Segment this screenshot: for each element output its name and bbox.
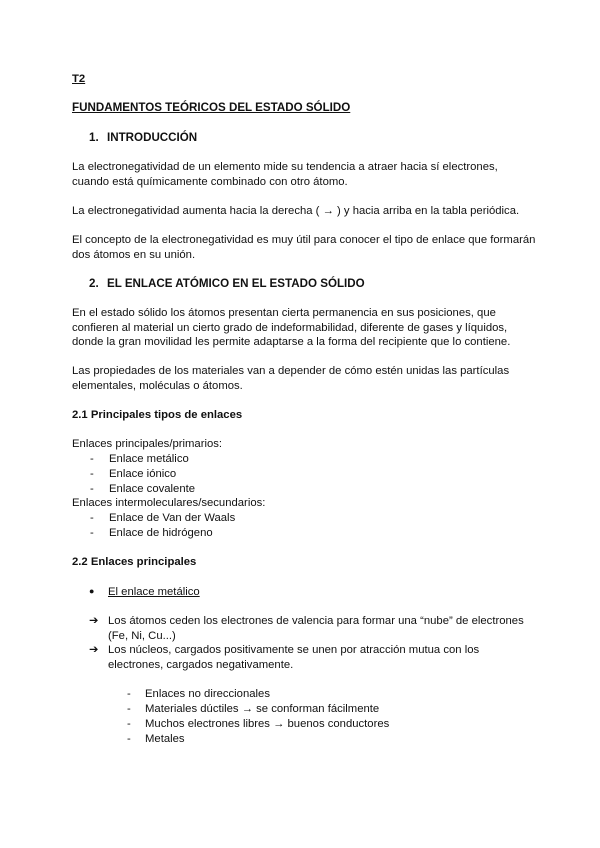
dash-marker: - (127, 688, 131, 700)
subsection-2-1-heading: 2.1 Principales tipos de enlaces (72, 409, 243, 421)
section-2-heading (89, 277, 365, 292)
dash-marker: - (127, 718, 131, 730)
bullet-dot-icon: ● (89, 586, 95, 596)
arrow-item-text: Los átomos ceden los electrones de valencia para formar una “nube” de electrones (Fe, Ni, Cu...) (108, 615, 524, 642)
section-1-title: INTRODUCCIÓN (107, 131, 198, 144)
secondary-bonds-label: Enlaces intermoleculares/secundarios: (72, 497, 266, 509)
list-item: - Materiales dúctiles → se conforman fácilmente (127, 703, 380, 715)
paragraph-line: La electronegatividad de un elemento mide su tendencia a atraer hacia sí electrones, (72, 161, 498, 173)
section-1-heading (89, 131, 197, 146)
dash-marker: - (90, 527, 94, 539)
list-item: - Enlace de hidrógeno (90, 527, 213, 539)
paragraph-line: cuando está químicamente combinado con otro átomo. (72, 175, 348, 188)
dash-marker: - (127, 703, 131, 715)
list-item: - Enlace iónico (90, 468, 177, 480)
dash-marker: - (90, 453, 94, 465)
list-item: - Enlace covalente (90, 483, 196, 495)
paragraph-electronegativity-use (72, 233, 542, 262)
paragraph-line: dos átomos en su unión. (72, 248, 196, 261)
bullet-label: El enlace metálico (108, 586, 200, 598)
paragraph-line: confieren al material un cierto grado de indeformabilidad, diferente de gases y líquidos, (72, 321, 508, 334)
list-item: - Enlaces no direccionales (127, 688, 270, 700)
section-1-number: 1. (89, 131, 99, 144)
list-item: - Muchos electrones libres → buenos conductores (127, 718, 390, 730)
paragraph-electronegativity-trend: La electronegatividad aumenta hacia la derecha ( → ) y hacia arriba en la tabla periódica. (72, 205, 520, 217)
list-item: - Enlace metálico (90, 453, 189, 465)
arrow-item (89, 643, 529, 672)
doc-code: T2 (72, 73, 86, 85)
arrow-item (89, 614, 529, 643)
paragraph-line: En el estado sólido los átomos presentan cierta permanencia en sus posiciones, que (72, 307, 496, 319)
arrow-right-icon: ➔ (89, 615, 99, 627)
paragraph-solid-state (72, 306, 542, 350)
bullet-item-metallic-bond (89, 584, 200, 600)
dash-marker: - (90, 468, 94, 480)
section-2-number: 2. (89, 277, 99, 290)
dash-marker: - (90, 483, 94, 495)
primary-bonds-label: Enlaces principales/primarios: (72, 438, 223, 450)
paragraph-electronegativity-def (72, 160, 542, 189)
arrow-right-icon: ➔ (89, 644, 99, 656)
paragraph-line: donde la gran movilidad les permite adaptarse a la forma del recipiente que lo contiene. (72, 336, 511, 348)
dash-marker: - (127, 733, 131, 745)
paragraph-line: Las propiedades de los materiales van a depender de cómo estén unidas las partículas (72, 365, 510, 377)
paragraph-line: elementales, moléculas o átomos. (72, 379, 243, 392)
dash-marker: - (90, 512, 94, 524)
subsection-2-2-heading: 2.2 Enlaces principales (72, 556, 197, 568)
page-title: FUNDAMENTOS TEÓRICOS DEL ESTADO SÓLIDO (72, 101, 351, 114)
arrow-item-text: Los núcleos, cargados positivamente se unen por atracción mutua con los electrones, cargados negativamente. (108, 644, 480, 671)
paragraph-line: El concepto de la electronegatividad es muy útil para conocer el tipo de enlace que formarán (72, 234, 536, 246)
list-item: - Enlace de Van der Waals (90, 512, 236, 524)
list-item: - Metales (127, 733, 185, 745)
paragraph-material-properties (72, 364, 542, 393)
section-2-title: EL ENLACE ATÓMICO EN EL ESTADO SÓLIDO (107, 277, 365, 290)
